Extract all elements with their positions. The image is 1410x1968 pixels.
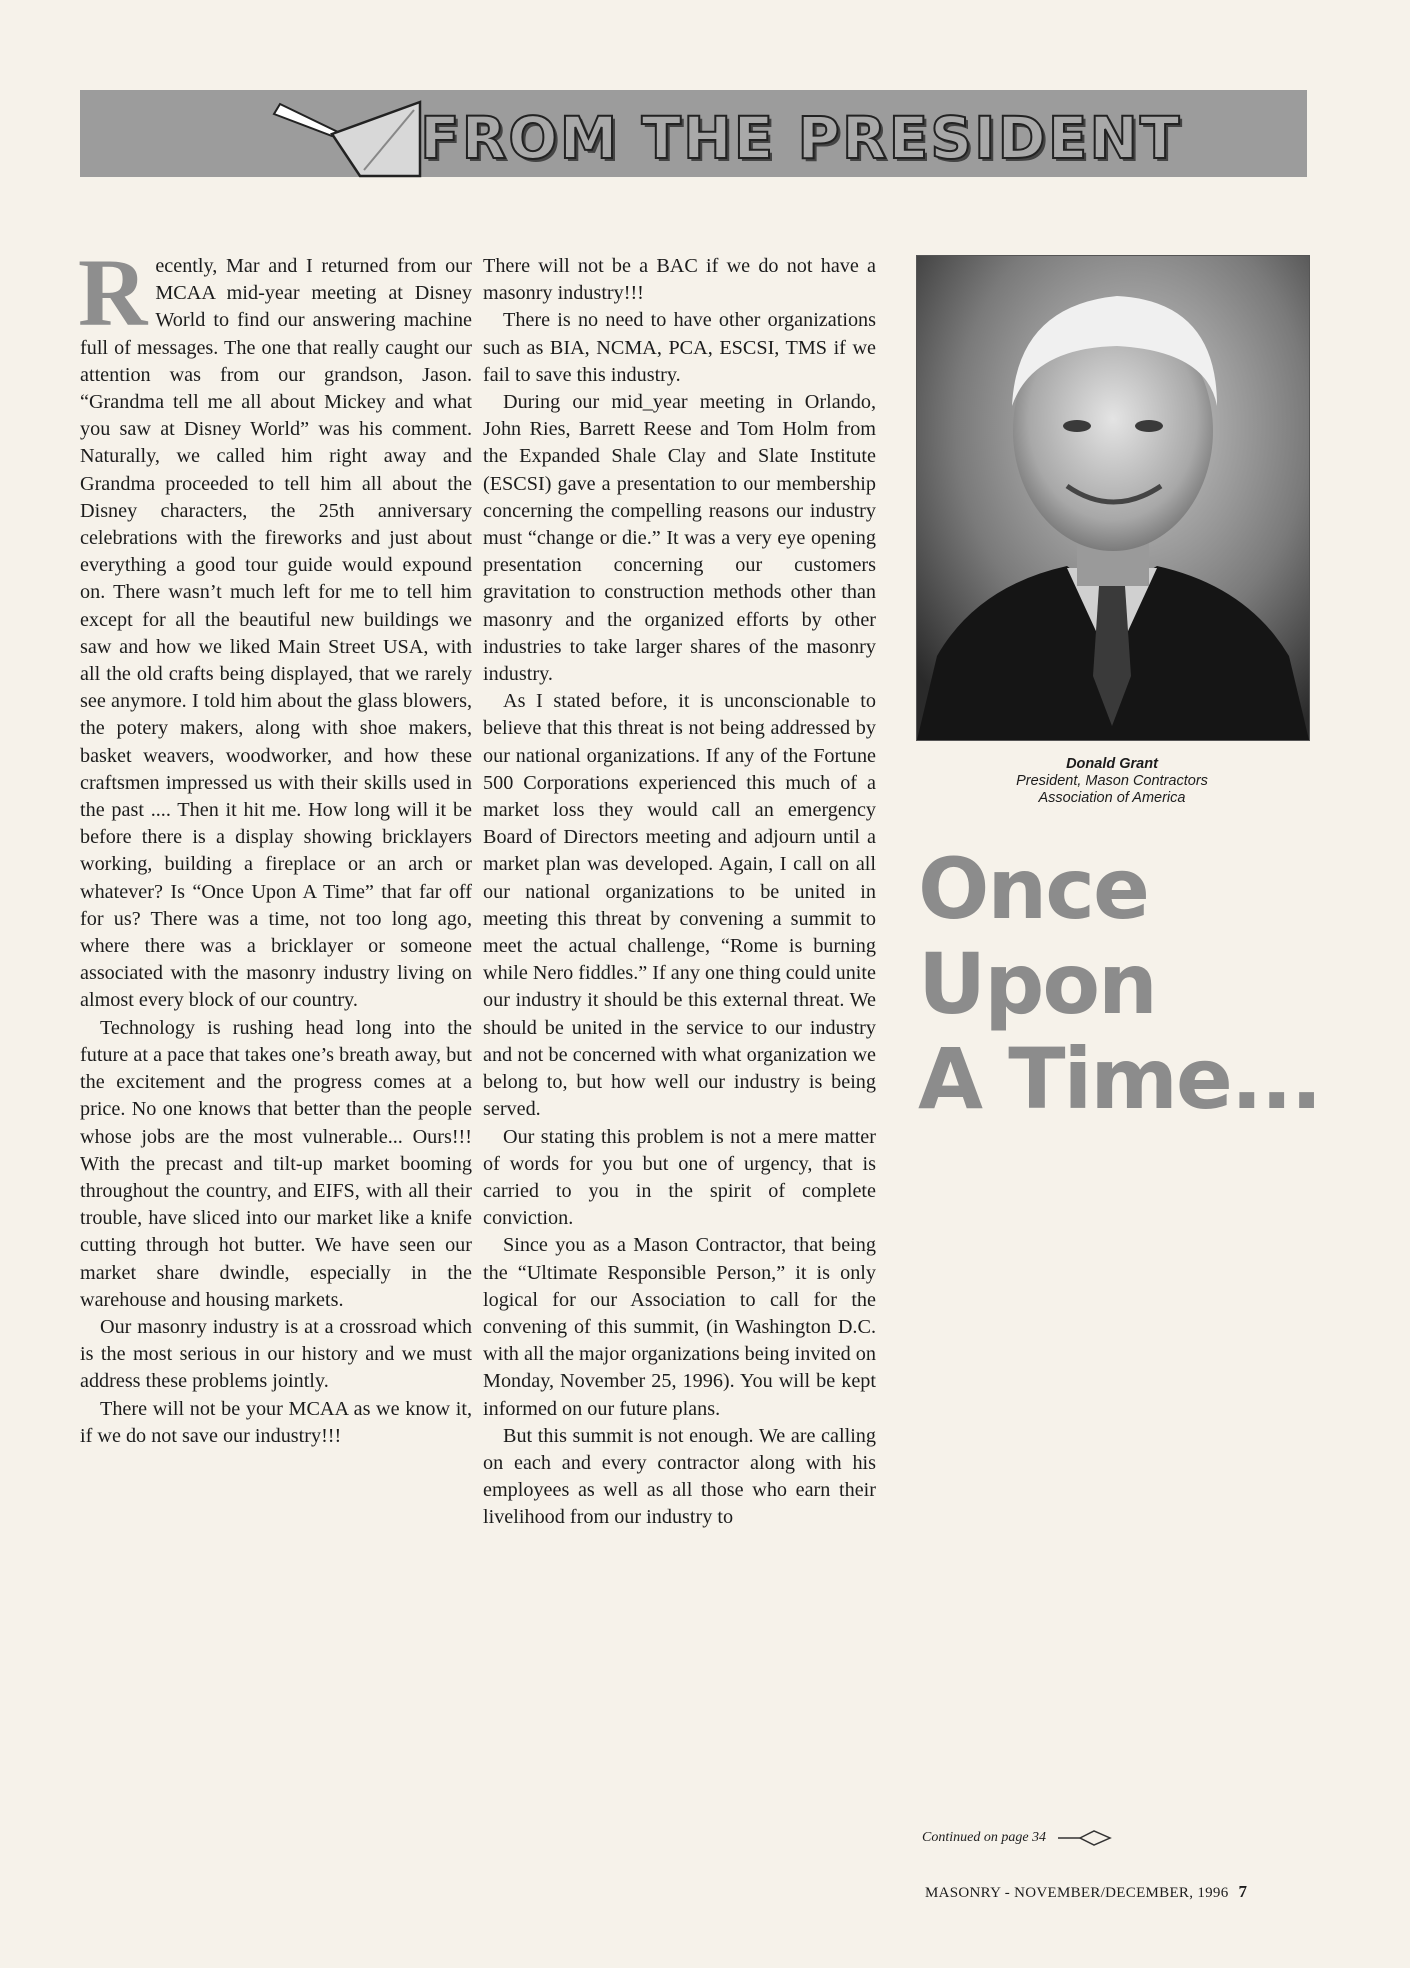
photo-caption: [916, 756, 1308, 807]
page-footer: [925, 1882, 1247, 1902]
paragraph: There will not be your MCAA as we know it, if we do not save our industry!!!: [80, 1397, 472, 1447]
paragraph: During our mid_year meeting in Orlando, John Ries, Barrett Reese and Tom Holm from the Expanded Shale Clay and Slate Institute (ESCSI) gave a presentation to our membership concerning the compelling reasons our industry must “change or die.” It was a very eye opening presentation concerning our customers gravitation to construction methods other than masonry and the organized efforts by other industries to take larger shares of the masonry industry.: [483, 391, 876, 686]
paragraph: Recently, Mar and I returned from our MCAA mid-year meeting at Disney World to find our answering machine full of messages. The one that really caught our attention was from our grandson, Jason. “Grandma tell me all about Mickey and what you saw at Disney World” was his comment. Naturally, we called him right away and Grandma proceeded to tell him all about the Disney characters, the 25th anniversary celebrations with the fireworks and just about everything a good tour guide would expound on. There wasn’t much left for me to tell him except for all the beautiful new buildings we saw and how we liked Main Street USA, with all the old crafts being displayed, that we rarely see anymore. I told him about the glass blowers, the potery makers, along with shoe makers, basket weavers, woodworker, and how these craftsmen impressed us with their skills used in the past .... Then it hit me. How long will it be before there is a display showing bricklayers working, building a fireplace or an arch or whatever? Is “Once Upon A Time” that far off for us? There was a time, not too long ago, where there was a bricklayer or someone associated with the masonry industry living on almost every block of our country.: [78, 239, 472, 1012]
continued-text: Continued on page 34: [922, 1830, 1047, 1845]
caption-title: President, Mason Contractors: [1016, 773, 1208, 789]
footer-text: MASONRY - NOVEMBER/DECEMBER, 1996: [925, 1885, 1229, 1901]
continued-note: [922, 1829, 1112, 1847]
paragraph: There will not be a BAC if we do not have a masonry industry!!!: [483, 255, 876, 305]
page-number: 7: [1238, 1882, 1248, 1901]
caption-name: Donald Grant: [1066, 756, 1158, 772]
trowel-pointer-icon: [1056, 1829, 1112, 1847]
headline-line: A Time...: [918, 1030, 1321, 1128]
banner-title: FROM THE PRESIDENT: [420, 104, 1182, 172]
article-column-2: [483, 253, 876, 1532]
paragraph: But this summit is not enough. We are calling on each and every contractor along with his employees as well as all those who earn their livelihood from our industry to: [483, 1424, 876, 1529]
paragraph: Since you as a Mason Contractor, that being the “Ultimate Responsible Person,” it is only logical for our Association to call for the convening of this summit, (in Washington D.C. with all the major organizations being invited on Monday, November 25, 1996). You will be kept informed on our future plans.: [483, 1234, 876, 1420]
caption-title: Association of America: [1038, 790, 1186, 806]
paragraph: Our stating this problem is not a mere matter of words for you but one of urgency, that is carried to you in the spirit of complete conviction.: [483, 1125, 876, 1230]
trowel-icon: [272, 96, 422, 178]
headline-line: Upon: [918, 935, 1156, 1033]
article-headline: [918, 840, 1321, 1128]
article-column-1: [78, 239, 472, 1450]
drop-cap: R: [78, 239, 148, 346]
paragraph: Our masonry industry is at a crossroad which is the most serious in our history and we must address these problems jointly.: [80, 1315, 472, 1393]
paragraph: As I stated before, it is unconscionable to believe that this threat is not being addressed by our national organizations. If any of the Fortune 500 Corporations experienced this much of a market loss they would call an emergency Board of Directors meeting and adjourn until a market plan was developed. Again, I call on all our national organizations to be united in meeting this threat by convening a summit to meet the actual challenge, “Rome is burning while Nero fiddles.” If any one thing could unite our industry it should be this external threat. We should be united in the service to our industry and not be concerned with what organization we belong to, but how well our industry is being served.: [483, 690, 876, 1121]
paragraph: There is no need to have other organizations such as BIA, NCMA, PCA, ESCSI, TMS if we fail to save this industry.: [483, 309, 876, 386]
president-portrait: [916, 255, 1310, 741]
paragraph: Technology is rushing head long into the future at a pace that takes one’s breath away, but the excitement and the progress comes at a price. No one knows that better than the people whose jobs are the most vulnerable... Ours!!! With the precast and tilt-up market booming throughout the country, and EIFS, with all their trouble, have sliced into our market like a knife cutting through hot butter. We have seen our market share dwindle, especially in the warehouse and housing markets.: [80, 1016, 472, 1311]
headline-line: Once: [918, 840, 1148, 938]
